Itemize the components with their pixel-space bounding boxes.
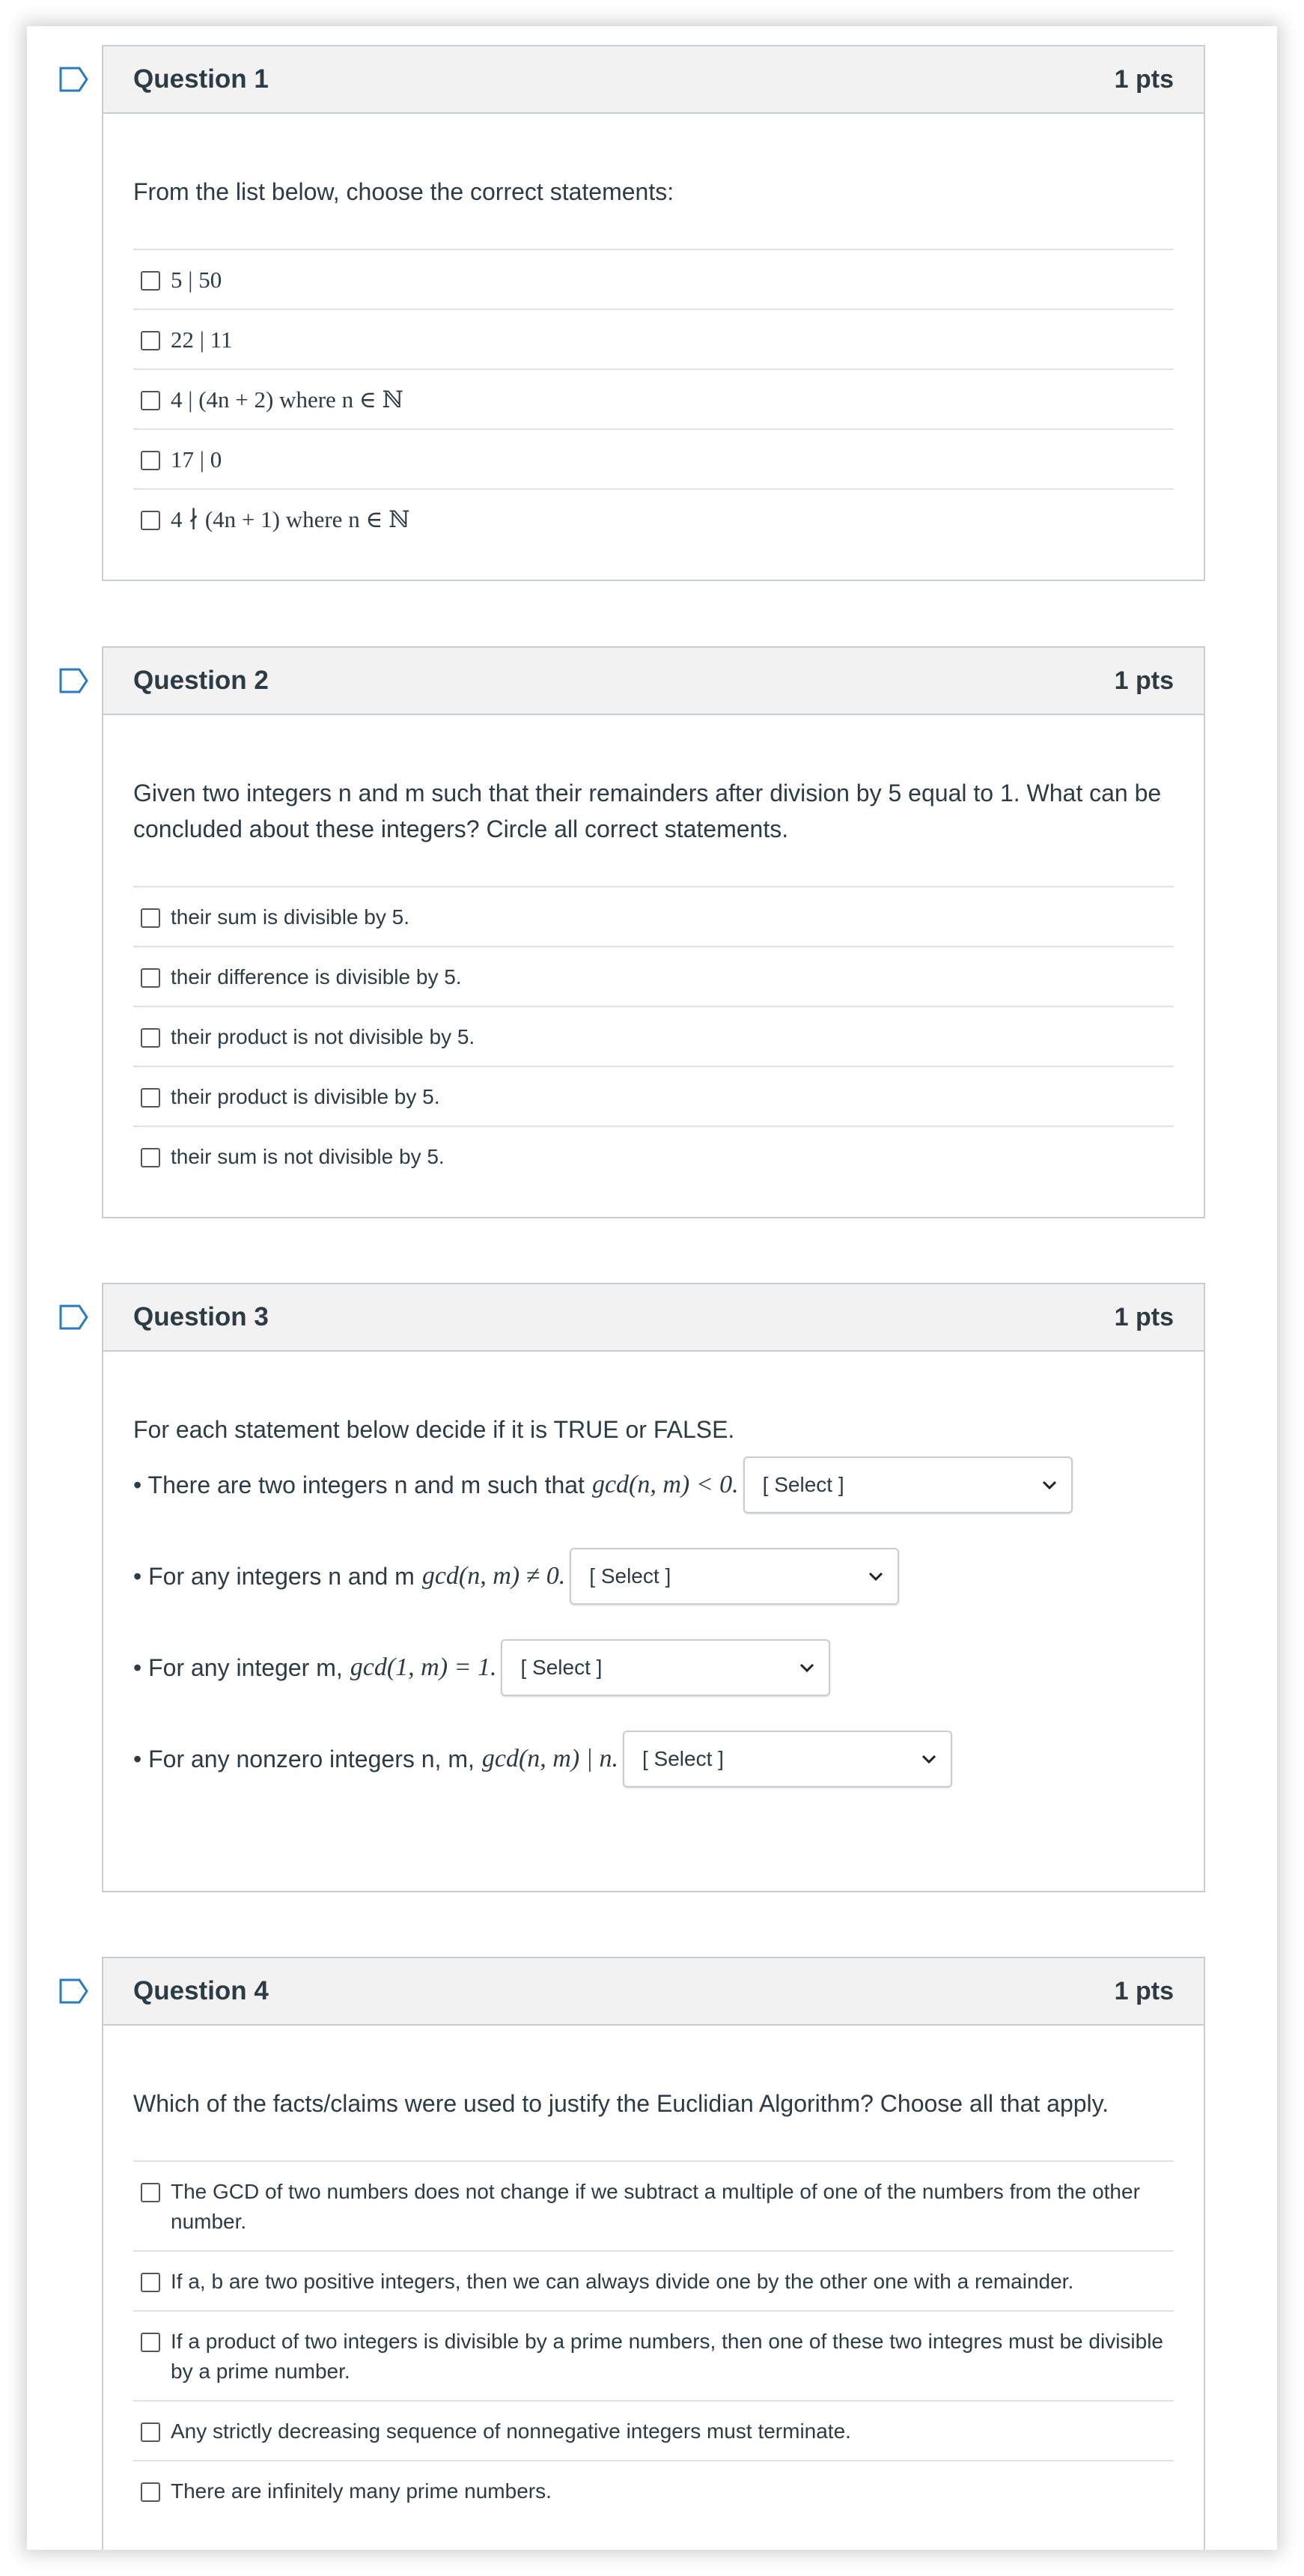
true-false-select[interactable]: [570, 1548, 899, 1605]
question-title: Question 3: [133, 1302, 269, 1331]
answer-option[interactable]: [133, 946, 1174, 1006]
select-value: [ Select ]: [762, 1473, 844, 1496]
question-1: [102, 45, 1205, 581]
question-body: [103, 2086, 1204, 2520]
answer-option[interactable]: [133, 2310, 1174, 2400]
question-prompt: For each statement below decide if it is TRUE or FALSE.: [133, 1416, 735, 1443]
question-prompt: From the list below, choose the correct statements:: [133, 178, 674, 205]
answer-option[interactable]: [133, 2160, 1174, 2250]
checkbox[interactable]: [141, 1088, 160, 1108]
answer-option[interactable]: [133, 2250, 1174, 2310]
answer-option[interactable]: [133, 1066, 1174, 1126]
true-false-select[interactable]: [501, 1639, 830, 1696]
question-points: 1 pts: [1114, 1976, 1174, 2005]
statement-text: • There are two integers n and m such that: [133, 1471, 585, 1498]
quiz-page: [27, 26, 1277, 2550]
answer-label: 4 | (4n + 2) where n ∈ ℕ: [171, 386, 403, 413]
select-value: [ Select ]: [642, 1747, 724, 1770]
question-points: 1 pts: [1114, 1302, 1174, 1331]
true-false-select[interactable]: [623, 1731, 952, 1787]
checkbox[interactable]: [141, 1148, 160, 1167]
answer-option[interactable]: [133, 1006, 1174, 1066]
flag-question-icon[interactable]: [58, 667, 90, 694]
question-body: [103, 775, 1204, 1185]
checkbox[interactable]: [141, 391, 160, 410]
question-2: [102, 646, 1205, 1218]
answer-list: [133, 886, 1174, 1185]
checkbox[interactable]: [141, 331, 160, 350]
answer-label: Any strictly decreasing sequence of nonnegative integers must terminate.: [171, 2419, 851, 2443]
question-header: [103, 46, 1204, 114]
answer-list: [133, 2160, 1174, 2520]
answer-option[interactable]: [133, 488, 1174, 548]
checkbox[interactable]: [141, 1028, 160, 1048]
question-3: [102, 1283, 1205, 1892]
statement-text: • For any nonzero integers n, m,: [133, 1745, 475, 1772]
chevron-down-icon: [868, 1571, 884, 1582]
statement-row: [133, 1456, 1174, 1513]
chevron-down-icon: [799, 1662, 815, 1673]
checkbox[interactable]: [141, 2422, 160, 2442]
chevron-down-icon: [921, 1754, 937, 1764]
statement-math: gcd(1, m) = 1.: [350, 1653, 497, 1681]
answer-label: their sum is not divisible by 5.: [171, 1145, 445, 1168]
answer-label: their difference is divisible by 5.: [171, 965, 462, 988]
checkbox[interactable]: [141, 968, 160, 988]
flag-question-icon[interactable]: [58, 66, 90, 93]
flag-question-icon[interactable]: [58, 1304, 90, 1331]
answer-option[interactable]: [133, 2460, 1174, 2520]
checkbox[interactable]: [141, 908, 160, 928]
question-body: [103, 174, 1204, 548]
question-body: [103, 1412, 1204, 1787]
answer-label: The GCD of two numbers does not change if we subtract a multiple of one of the numbers from the other number.: [171, 2180, 1140, 2233]
answer-label: 22 | 11: [171, 326, 233, 353]
answer-option[interactable]: [133, 368, 1174, 428]
select-value: [ Select ]: [520, 1656, 603, 1679]
checkbox[interactable]: [141, 2183, 160, 2202]
question-header: [103, 648, 1204, 715]
statement-row: [133, 1731, 1174, 1787]
answer-label: If a product of two integers is divisible by a prime numbers, then one of these two integres must be divisible by a prime number.: [171, 2330, 1164, 2383]
answer-option[interactable]: [133, 1126, 1174, 1185]
answer-option[interactable]: [133, 249, 1174, 309]
checkbox[interactable]: [141, 2482, 160, 2502]
answer-label: If a, b are two positive integers, then we can always divide one by the other one with a remainder.: [171, 2270, 1074, 2293]
checkbox[interactable]: [141, 271, 160, 291]
answer-label: 17 | 0: [171, 446, 222, 473]
answer-option[interactable]: [133, 886, 1174, 946]
flag-question-icon[interactable]: [58, 1978, 90, 2005]
question-title: Question 1: [133, 64, 269, 94]
answer-label: 4 ∤ (4n + 1) where n ∈ ℕ: [171, 506, 410, 532]
answer-label: their sum is divisible by 5.: [171, 905, 410, 929]
answer-label: 5 | 50: [171, 267, 222, 293]
select-value: [ Select ]: [589, 1564, 671, 1588]
answer-label: their product is not divisible by 5.: [171, 1025, 475, 1048]
question-header: [103, 1958, 1204, 2026]
answer-label: There are infinitely many prime numbers.: [171, 2479, 552, 2503]
question-header: [103, 1284, 1204, 1352]
answer-option[interactable]: [133, 2400, 1174, 2460]
answer-option[interactable]: [133, 428, 1174, 488]
checkbox[interactable]: [141, 511, 160, 530]
chevron-down-icon: [1041, 1480, 1058, 1490]
checkbox[interactable]: [141, 2333, 160, 2352]
question-points: 1 pts: [1114, 64, 1174, 94]
question-prompt: Given two integers n and m such that their remainders after division by 5 equal to 1. What can be concluded about these integers? Circle all correct statements.: [133, 780, 1162, 842]
checkbox[interactable]: [141, 451, 160, 470]
true-false-select[interactable]: [743, 1456, 1073, 1513]
checkbox[interactable]: [141, 2273, 160, 2292]
statement-math: gcd(n, m) < 0.: [591, 1471, 739, 1498]
question-points: 1 pts: [1114, 666, 1174, 695]
question-4: [102, 1957, 1205, 2550]
question-title: Question 4: [133, 1976, 269, 2005]
statement-math: gcd(n, m) ≠ 0.: [421, 1562, 566, 1590]
statement-row: [133, 1639, 1174, 1696]
answer-option[interactable]: [133, 309, 1174, 368]
statement-text: • For any integer m,: [133, 1653, 343, 1681]
statement-math: gcd(n, m) | n.: [481, 1745, 618, 1772]
statement-row: [133, 1548, 1174, 1605]
question-prompt: Which of the facts/claims were used to justify the Euclidian Algorithm? Choose all that apply.: [133, 2090, 1109, 2117]
statement-text: • For any integers n and m: [133, 1562, 415, 1590]
question-title: Question 2: [133, 666, 269, 695]
answer-label: their product is divisible by 5.: [171, 1085, 440, 1108]
answer-list: [133, 249, 1174, 548]
